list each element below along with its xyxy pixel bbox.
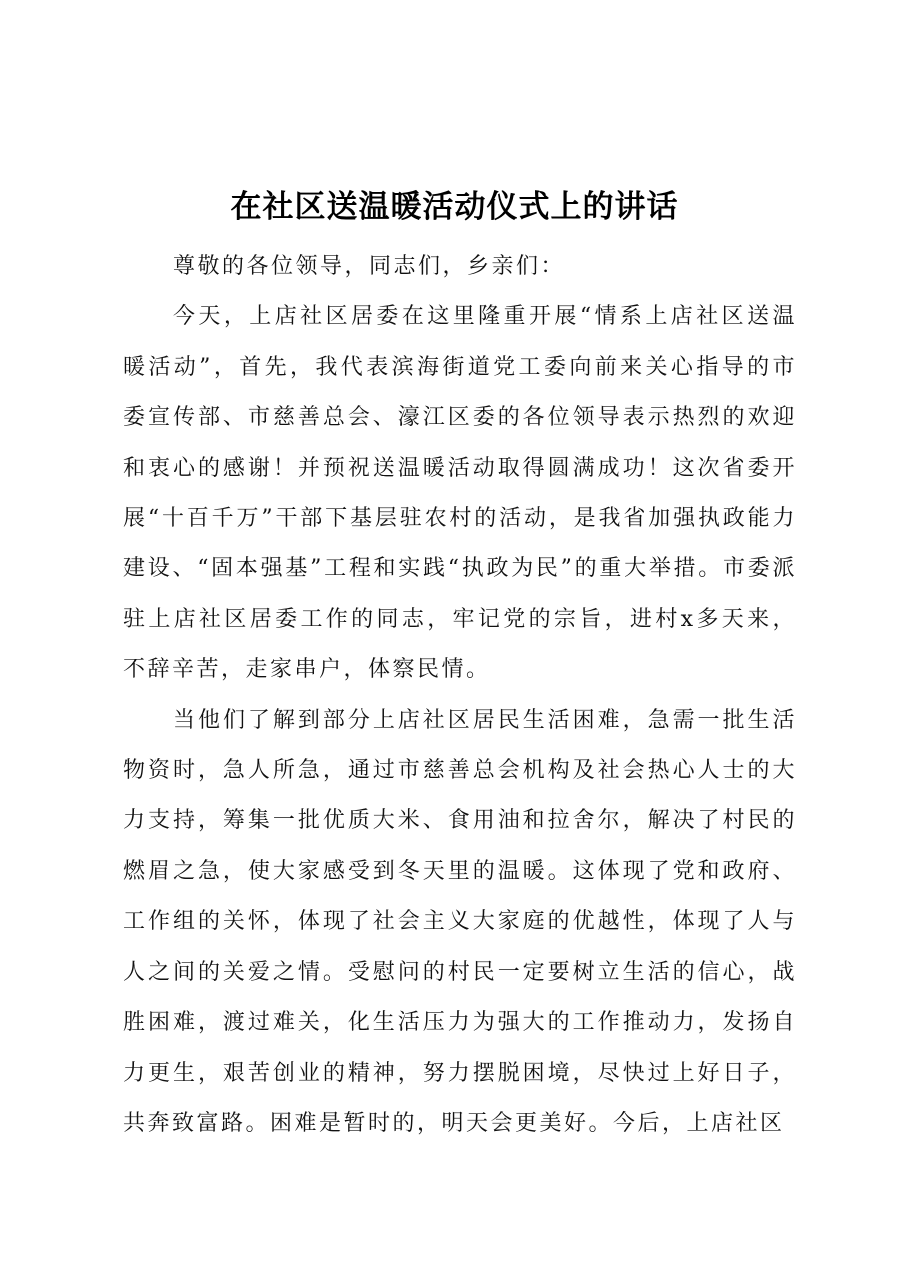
body-paragraph: 今天，上店社区居委在这里隆重开展“情系上店社区送温暖活动”，首先，我代表滨海街道党工委向前来关心指导的市委宣传部、市慈善总会、濠江区委的各位领导表示热烈的欢迎和衷心的感谢！并预祝送温暖活动取得圆满成功！这次省委开展“十百千万”干部下基层驻农村的活动，是我省加强执政能力建设、“固本强基”工程和实践“执政为民”的重大举措。市委派驻上店社区居委工作的同志，牢记党的宗旨，进村x多天来，不辞辛苦，走家串户，体察民情。 [123,304,797,683]
document-body [123,242,797,1149]
greeting-paragraph: 尊敬的各位领导，同志们，乡亲们： [173,254,566,279]
document-title: 在社区送温暖活动仪式上的讲话 [230,188,679,225]
body-paragraph: 当他们了解到部分上店社区居民生活困难，急需一批生活物资时，急人所急，通过市慈善总会机构及社会热心人士的大力支持，筹集一批优质大米、食用油和拉舍尔，解决了村民的燃眉之急，使大家感受到冬天里的温暖。这体现了党和政府、工作组的关怀，体现了社会主义大家庭的优越性，体现了人与人之间的关爱之情。受慰问的村民一定要树立生活的信心，战胜困难，渡过难关，化生活压力为强大的工作推动力，发扬自力更生，艰苦创业的精神，努力摆脱困境，尽快过上好日子，共奔致富路。困难是暂时的，明天会更美好。今后，上店社区 [123,707,797,1136]
